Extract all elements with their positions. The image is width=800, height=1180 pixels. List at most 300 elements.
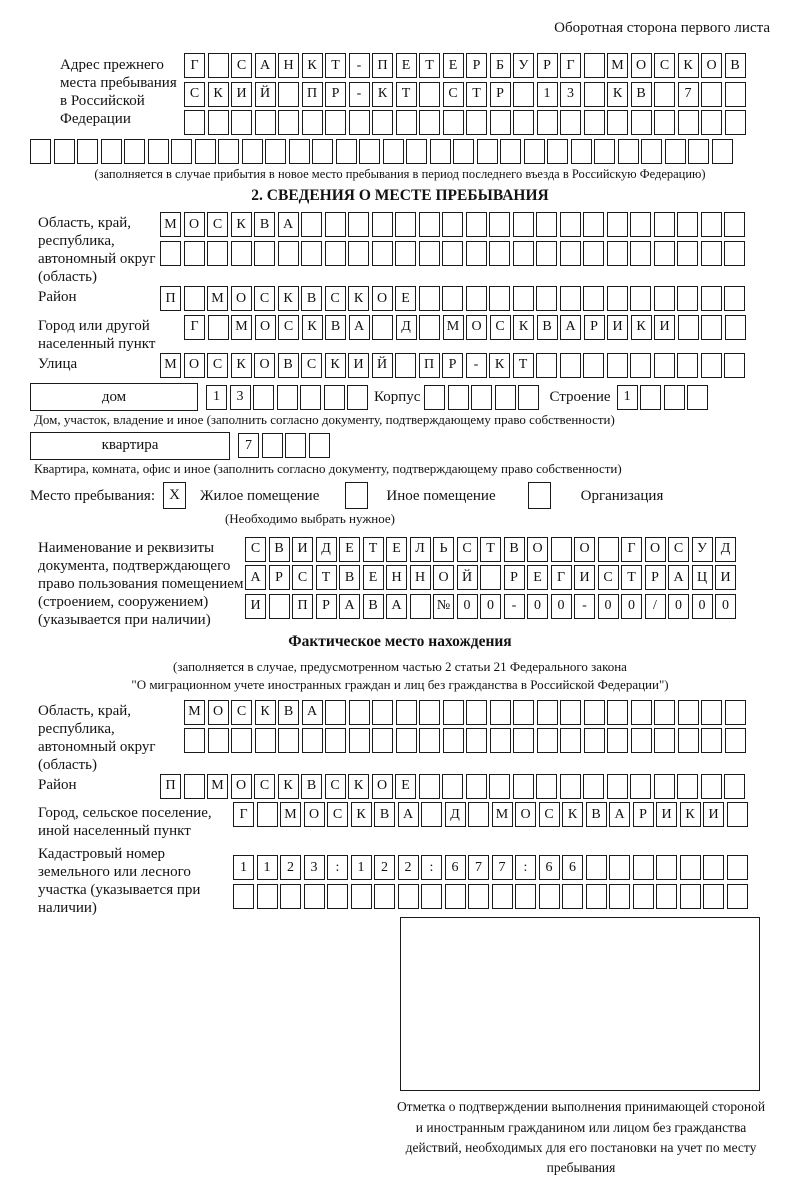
char-box-empty (584, 82, 605, 107)
char-box-filled: О (466, 315, 487, 340)
char-box-filled: А (278, 212, 299, 237)
char-box-empty (724, 241, 745, 266)
section-2-title: 2. СВЕДЕНИЯ О МЕСТЕ ПРЕБЫВАНИЯ (251, 187, 549, 204)
char-box-filled: К (607, 82, 628, 107)
char-box-filled: К (278, 286, 299, 311)
district-block (30, 286, 770, 315)
char-box-filled: Т (396, 82, 417, 107)
char-box-empty (631, 728, 652, 753)
char-box-filled: 0 (457, 594, 478, 619)
char-box-empty (678, 110, 699, 135)
char-box-empty (654, 728, 675, 753)
char-box-empty (309, 433, 330, 458)
char-box-filled: О (515, 802, 536, 827)
char-box-filled: 0 (551, 594, 572, 619)
char-box-filled: Н (386, 565, 407, 590)
char-box-filled: 6 (445, 855, 466, 880)
char-box-filled: Р (504, 565, 525, 590)
char-box-filled: О (184, 353, 205, 378)
char-box-empty (301, 212, 322, 237)
char-box-empty (231, 241, 252, 266)
char-box-empty (302, 728, 323, 753)
char-box-filled: П (302, 82, 323, 107)
char-box-filled: - (349, 53, 370, 78)
char-row (184, 728, 746, 753)
char-box-empty (419, 728, 440, 753)
char-box-empty (231, 110, 252, 135)
char-box-empty (656, 855, 677, 880)
char-box-empty (677, 774, 698, 799)
char-box-filled: 0 (692, 594, 713, 619)
char-box-filled: О (372, 286, 393, 311)
char-row (184, 53, 746, 78)
char-box-filled: Р (325, 82, 346, 107)
char-box-empty (654, 286, 675, 311)
char-box-filled: К (348, 286, 369, 311)
char-box-filled: И (231, 82, 252, 107)
char-box-filled: - (466, 353, 487, 378)
char-box-empty (419, 700, 440, 725)
korpus-cells (424, 385, 539, 410)
char-box-filled: В (301, 774, 322, 799)
char-box-empty (609, 884, 630, 909)
char-box-filled: Г (233, 802, 254, 827)
char-box-empty (537, 700, 558, 725)
char-box-filled: Р (316, 594, 337, 619)
char-box-empty (471, 385, 492, 410)
char-box-empty (633, 855, 654, 880)
char-box-filled: : (421, 855, 442, 880)
char-box-filled: И (245, 594, 266, 619)
char-box-filled: М (231, 315, 252, 340)
char-box-empty (184, 774, 205, 799)
char-box-filled: О (208, 700, 229, 725)
char-box-empty (677, 241, 698, 266)
char-box-empty (727, 884, 748, 909)
char-box-empty (560, 700, 581, 725)
char-box-empty (54, 139, 75, 164)
char-box-empty (560, 212, 581, 237)
char-box-empty (701, 286, 722, 311)
char-box-filled: Т (325, 53, 346, 78)
char-box-empty (443, 110, 464, 135)
char-box-filled: А (302, 700, 323, 725)
stay-option-organization-label: Организация (580, 487, 664, 504)
char-box-empty (536, 212, 557, 237)
char-box-filled: О (645, 537, 666, 562)
char-box-empty (442, 241, 463, 266)
char-box-empty (724, 353, 745, 378)
right-of-use-doc-block (30, 537, 770, 629)
stroenie-cells (617, 385, 709, 410)
char-box-empty (537, 110, 558, 135)
char-box-empty (630, 241, 651, 266)
char-box-empty (466, 700, 487, 725)
actual-region-label: Область, край, республика, автономный округ (область) (38, 702, 156, 773)
char-box-empty (630, 353, 651, 378)
char-box-empty (466, 728, 487, 753)
char-box-empty (560, 241, 581, 266)
char-row-full-width (30, 139, 770, 164)
char-box-empty (607, 241, 628, 266)
region-block (30, 212, 770, 286)
char-box-filled: 7 (678, 82, 699, 107)
char-box-empty (560, 728, 581, 753)
char-box-filled: О (574, 537, 595, 562)
char-box-empty (325, 700, 346, 725)
char-box-empty (630, 774, 651, 799)
char-box-empty (242, 139, 263, 164)
stay-option-residential-checkbox: X (163, 482, 186, 509)
char-box-filled: О (231, 286, 252, 311)
char-box-empty (678, 728, 699, 753)
char-box-empty (442, 774, 463, 799)
char-box-filled: 1 (617, 385, 638, 410)
char-box-empty (269, 594, 290, 619)
char-box-empty (560, 774, 581, 799)
char-box-filled: 0 (480, 594, 501, 619)
char-box-filled: Г (184, 315, 205, 340)
char-box-filled: С (539, 802, 560, 827)
char-box-empty (536, 241, 557, 266)
char-box-filled: 6 (539, 855, 560, 880)
char-box-empty (586, 884, 607, 909)
char-row (184, 110, 746, 135)
char-box-empty (677, 212, 698, 237)
char-box-filled: Т (419, 53, 440, 78)
char-box-filled: У (692, 537, 713, 562)
char-box-empty (466, 241, 487, 266)
char-box-empty (301, 241, 322, 266)
char-box-filled: С (457, 537, 478, 562)
char-box-filled: Е (527, 565, 548, 590)
char-box-empty (448, 385, 469, 410)
char-box-empty (101, 139, 122, 164)
char-box-filled: А (245, 565, 266, 590)
char-box-empty (725, 728, 746, 753)
char-box-empty (515, 884, 536, 909)
char-box-empty (560, 110, 581, 135)
char-row (233, 884, 748, 909)
char-box-empty (725, 82, 746, 107)
char-box-filled: А (386, 594, 407, 619)
char-box-empty (480, 565, 501, 590)
char-box-filled: К (631, 315, 652, 340)
char-box-filled: И (607, 315, 628, 340)
char-row (160, 241, 745, 266)
district-label: Район (38, 289, 77, 305)
char-box-empty (490, 728, 511, 753)
char-box-filled: К (231, 353, 252, 378)
stay-place-label: Место пребывания: (30, 487, 155, 504)
char-box-filled: К (208, 82, 229, 107)
actual-district-block (30, 774, 770, 803)
char-box-empty (466, 774, 487, 799)
char-box-filled: О (255, 315, 276, 340)
char-box-filled: А (339, 594, 360, 619)
char-box-filled: 2 (280, 855, 301, 880)
char-box-empty (701, 774, 722, 799)
char-box-empty (262, 433, 283, 458)
prev-address-rows (184, 53, 746, 139)
char-box-filled: 3 (230, 385, 251, 410)
actual-region-block (30, 700, 770, 774)
char-box-empty (609, 855, 630, 880)
char-box-empty (537, 728, 558, 753)
char-box-empty (419, 241, 440, 266)
prev-address-note: (заполняется в случае прибытия в новое место пребывания в период последнего въезда в Российскую Федерацию) (94, 167, 706, 181)
stay-choose-note: (Необходимо выбрать нужное) (224, 511, 396, 527)
char-box-empty (184, 728, 205, 753)
char-box-empty (30, 139, 51, 164)
char-box-empty (665, 139, 686, 164)
char-box-empty (607, 353, 628, 378)
char-box-filled: Т (480, 537, 501, 562)
char-box-filled: О (433, 565, 454, 590)
char-box-empty (372, 212, 393, 237)
char-box-filled: Е (443, 53, 464, 78)
char-box-empty (231, 728, 252, 753)
char-box-empty (477, 139, 498, 164)
char-box-filled: К (255, 700, 276, 725)
char-box-empty (583, 353, 604, 378)
char-box-filled: М (207, 774, 228, 799)
char-box-empty (372, 700, 393, 725)
char-box-empty (513, 212, 534, 237)
char-box-empty (712, 139, 733, 164)
char-box-filled: И (574, 565, 595, 590)
char-box-empty (489, 774, 510, 799)
char-box-filled: Е (386, 537, 407, 562)
char-box-filled: 7 (468, 855, 489, 880)
char-box-filled: - (504, 594, 525, 619)
street-label: Улица (38, 355, 78, 372)
char-box-filled: И (715, 565, 736, 590)
char-box-filled: М (160, 353, 181, 378)
char-box-empty (701, 241, 722, 266)
char-box-empty (630, 212, 651, 237)
char-box-filled: В (586, 802, 607, 827)
char-box-empty (701, 700, 722, 725)
char-box-empty (513, 82, 534, 107)
char-box-empty (678, 315, 699, 340)
char-box-filled: А (668, 565, 689, 590)
char-box-filled: Г (184, 53, 205, 78)
stay-option-other-label: Иное помещение (386, 487, 496, 504)
char-box-empty (208, 315, 229, 340)
char-box-empty (607, 110, 628, 135)
korpus-label: Корпус (374, 389, 421, 405)
char-box-empty (396, 700, 417, 725)
char-box-empty (300, 385, 321, 410)
char-box-filled: Р (584, 315, 605, 340)
char-box-empty (421, 802, 442, 827)
char-box-empty (607, 728, 628, 753)
char-box-empty (466, 212, 487, 237)
char-box-empty (278, 110, 299, 135)
char-box-empty (398, 884, 419, 909)
char-box-empty (325, 728, 346, 753)
char-box-filled: К (278, 774, 299, 799)
char-box-empty (687, 385, 708, 410)
char-box-empty (513, 241, 534, 266)
char-box-filled: И (654, 315, 675, 340)
char-box-empty (583, 774, 604, 799)
char-box-empty (583, 286, 604, 311)
char-box-empty (278, 728, 299, 753)
char-box-empty (562, 884, 583, 909)
prev-address-block (30, 53, 770, 139)
char-box-filled: Г (621, 537, 642, 562)
char-box-empty (348, 212, 369, 237)
char-box-filled: О (231, 774, 252, 799)
char-box-empty (524, 139, 545, 164)
region-rows (160, 212, 745, 269)
char-box-filled: С (327, 802, 348, 827)
char-box-empty (254, 241, 275, 266)
char-box-filled: Г (560, 53, 581, 78)
char-box-empty (424, 385, 445, 410)
char-box-empty (374, 884, 395, 909)
char-box-empty (383, 139, 404, 164)
char-box-empty (325, 110, 346, 135)
char-box-filled: О (701, 53, 722, 78)
char-box-empty (513, 286, 534, 311)
char-box-empty (631, 700, 652, 725)
char-box-empty (607, 700, 628, 725)
char-row (245, 537, 736, 562)
char-box-filled: В (504, 537, 525, 562)
char-box-empty (419, 774, 440, 799)
region-label: Область, край, республика, автономный округ (область) (38, 215, 156, 285)
char-box-empty (688, 139, 709, 164)
char-box-filled: М (443, 315, 464, 340)
char-box-filled: Т (316, 565, 337, 590)
char-box-filled: В (363, 594, 384, 619)
char-box-empty (351, 884, 372, 909)
char-box-filled: Р (490, 82, 511, 107)
char-box-filled: М (492, 802, 513, 827)
char-box-empty (348, 241, 369, 266)
char-box-filled: 1 (233, 855, 254, 880)
char-box-filled: - (574, 594, 595, 619)
char-box-filled: 6 (562, 855, 583, 880)
char-box-empty (419, 82, 440, 107)
city-label: Город или другой населенный пункт (38, 317, 156, 352)
char-box-empty (607, 774, 628, 799)
char-box-empty (640, 385, 661, 410)
char-box-filled: Т (513, 353, 534, 378)
char-box-filled: С (184, 82, 205, 107)
char-box-filled: 1 (351, 855, 372, 880)
char-box-filled: С (278, 315, 299, 340)
char-box-empty (419, 212, 440, 237)
char-box-filled: С (598, 565, 619, 590)
char-box-empty (419, 110, 440, 135)
char-box-filled: А (349, 315, 370, 340)
house-number-cells (206, 385, 368, 410)
char-box-filled: У (513, 53, 534, 78)
char-box-empty (285, 433, 306, 458)
char-box-empty (489, 241, 510, 266)
char-box-empty (489, 286, 510, 311)
char-box-filled: Н (278, 53, 299, 78)
char-box-empty (584, 728, 605, 753)
char-row (184, 700, 746, 725)
char-box-filled: О (254, 353, 275, 378)
char-box-filled: К (489, 353, 510, 378)
char-box-empty (410, 594, 431, 619)
char-box-empty (583, 212, 604, 237)
doc-rows (245, 537, 736, 623)
char-box-filled: В (537, 315, 558, 340)
char-box-filled: М (607, 53, 628, 78)
char-box-filled: Р (466, 53, 487, 78)
char-box-filled: / (645, 594, 666, 619)
char-box-filled: Т (621, 565, 642, 590)
char-box-filled: : (327, 855, 348, 880)
confirmation-stamp-box (400, 917, 760, 1091)
char-box-filled: К (513, 315, 534, 340)
actual-region-rows (184, 700, 746, 757)
actual-location-title: Фактическое место нахождения (288, 632, 512, 650)
char-box-empty (584, 53, 605, 78)
char-box-empty (396, 728, 417, 753)
char-box-filled: С (254, 286, 275, 311)
char-box-filled: 7 (492, 855, 513, 880)
char-box-filled: Ц (692, 565, 713, 590)
char-box-filled: Д (316, 537, 337, 562)
char-row (160, 774, 745, 799)
char-box-filled: С (254, 774, 275, 799)
char-box-empty (677, 286, 698, 311)
char-box-filled: Р (269, 565, 290, 590)
char-box-empty (302, 110, 323, 135)
char-box-empty (703, 855, 724, 880)
char-box-empty (536, 286, 557, 311)
char-box-filled: Н (410, 565, 431, 590)
char-box-empty (560, 286, 581, 311)
char-box-filled: К (231, 212, 252, 237)
char-box-filled: Е (396, 53, 417, 78)
char-box-empty (630, 286, 651, 311)
char-box-filled: С (654, 53, 675, 78)
char-box-filled: А (560, 315, 581, 340)
char-box-filled: П (292, 594, 313, 619)
char-box-filled: В (278, 700, 299, 725)
char-box-empty (347, 385, 368, 410)
char-box-empty (278, 82, 299, 107)
char-box-empty (77, 139, 98, 164)
char-box-filled: И (703, 802, 724, 827)
char-box-empty (233, 884, 254, 909)
char-box-filled: К (351, 802, 372, 827)
char-box-empty (703, 884, 724, 909)
char-box-empty (641, 139, 662, 164)
char-box-filled: М (280, 802, 301, 827)
char-row (160, 212, 745, 237)
char-box-empty (725, 315, 746, 340)
char-box-filled: 1 (257, 855, 278, 880)
char-box-filled: С (443, 82, 464, 107)
char-box-empty (265, 139, 286, 164)
char-box-empty (664, 385, 685, 410)
house-type-box: дом (30, 383, 198, 411)
char-row (233, 802, 748, 827)
char-box-empty (500, 139, 521, 164)
char-box-filled: П (160, 774, 181, 799)
char-box-empty (396, 110, 417, 135)
